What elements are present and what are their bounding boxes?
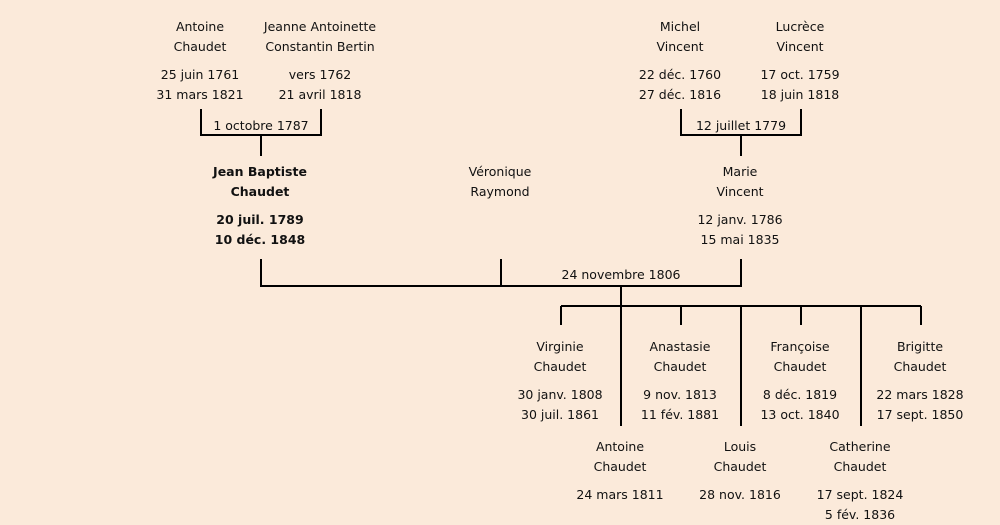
person-birth: 8 déc. 1819: [762, 387, 838, 402]
person-birth: 28 nov. 1816: [699, 487, 781, 502]
person-francoise-chaudet[interactable]: [735, 337, 865, 425]
person-veronique-raymond[interactable]: [435, 162, 565, 202]
person-virginie-chaudet[interactable]: [495, 337, 625, 425]
person-first-name: Françoise: [770, 339, 830, 354]
person-birth: 24 mars 1811: [576, 487, 664, 502]
person-first-name: Marie: [722, 164, 758, 179]
person-jean-baptiste-chaudet[interactable]: [195, 162, 325, 250]
person-last-name: Chaudet: [833, 459, 887, 474]
person-catherine-chaudet[interactable]: [795, 437, 925, 525]
marriage-date-chaudet-vincent: 24 novembre 1806: [561, 267, 681, 282]
person-death: 31 mars 1821: [156, 87, 244, 102]
person-first-name: Antoine: [175, 19, 225, 34]
person-louis-chaudet[interactable]: [675, 437, 805, 505]
person-birth: 17 oct. 1759: [760, 67, 840, 82]
person-last-name: Chaudet: [173, 39, 227, 54]
person-birth: 17 sept. 1824: [816, 487, 904, 502]
person-last-name: Vincent: [656, 39, 704, 54]
person-death: 5 fév. 1836: [824, 507, 896, 522]
person-first-name: Anastasie: [649, 339, 711, 354]
person-anastasie-chaudet[interactable]: [615, 337, 745, 425]
person-last-name: Constantin Bertin: [265, 39, 375, 54]
person-marie-vincent[interactable]: [675, 162, 805, 250]
person-death: 17 sept. 1850: [876, 407, 964, 422]
person-last-name: Raymond: [470, 184, 530, 199]
person-first-name: Catherine: [829, 439, 891, 454]
person-last-name: Vincent: [716, 184, 764, 199]
person-last-name: Chaudet: [713, 459, 767, 474]
person-last-name: Chaudet: [533, 359, 587, 374]
person-last-name: Chaudet: [593, 459, 647, 474]
person-death: 15 mai 1835: [700, 232, 780, 247]
person-death: 21 avril 1818: [278, 87, 362, 102]
person-first-name: Antoine: [595, 439, 645, 454]
person-death: 18 juin 1818: [760, 87, 840, 102]
person-first-name: Lucrèce: [775, 19, 825, 34]
person-last-name: Vincent: [776, 39, 824, 54]
person-death: 30 juil. 1861: [521, 407, 599, 422]
person-michel-vincent[interactable]: [615, 17, 745, 105]
person-death: 10 déc. 1848: [214, 232, 306, 247]
person-birth: 20 juil. 1789: [216, 212, 304, 227]
person-birth: 30 janv. 1808: [517, 387, 603, 402]
person-first-name: Brigitte: [896, 339, 944, 354]
person-last-name: Chaudet: [893, 359, 947, 374]
person-death: 27 déc. 1816: [638, 87, 722, 102]
person-birth: 22 mars 1828: [876, 387, 964, 402]
person-brigitte-chaudet[interactable]: [855, 337, 985, 425]
person-birth: vers 1762: [288, 67, 352, 82]
person-death: 11 fév. 1881: [640, 407, 720, 422]
person-first-name: Véronique: [468, 164, 532, 179]
person-first-name: Jeanne Antoinette: [263, 19, 377, 34]
person-jeanne-bertin[interactable]: [240, 17, 400, 105]
person-birth: 12 janv. 1786: [697, 212, 783, 227]
person-first-name: Michel: [659, 19, 701, 34]
person-birth: 25 juin 1761: [160, 67, 240, 82]
person-first-name: Louis: [723, 439, 757, 454]
person-lucrece-vincent[interactable]: [735, 17, 865, 105]
person-first-name: Jean Baptiste: [213, 164, 307, 179]
person-antoine-chaudet-jr[interactable]: [555, 437, 685, 505]
person-birth: 22 déc. 1760: [638, 67, 722, 82]
person-last-name: Chaudet: [653, 359, 707, 374]
marriage-date-chaudet-bertin: 1 octobre 1787: [213, 118, 309, 133]
person-last-name: Chaudet: [230, 184, 290, 199]
person-birth: 9 nov. 1813: [643, 387, 717, 402]
person-last-name: Chaudet: [773, 359, 827, 374]
person-first-name: Virginie: [536, 339, 584, 354]
marriage-date-vincent-vincent: 12 juillet 1779: [695, 118, 787, 133]
person-death: 13 oct. 1840: [760, 407, 840, 422]
